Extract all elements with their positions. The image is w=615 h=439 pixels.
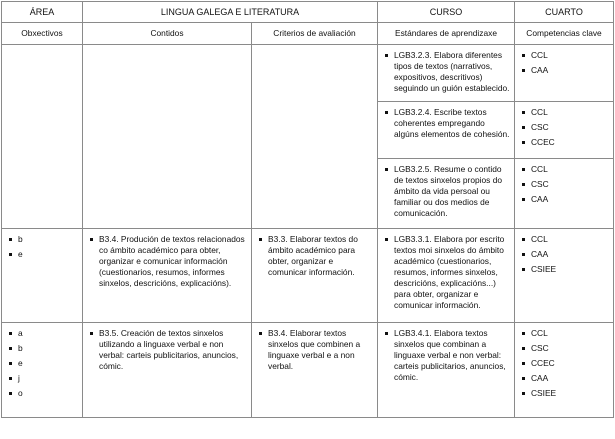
standard-text: LGB3.2.3. Elabora diferentes tipos de textos (narrativos, expositivos, descritivos) seguindo un guión establecido. <box>382 50 510 94</box>
standard-text: LGB3.2.4. Escribe textos coherentes empregando algúns elementos de cohesión. <box>382 107 510 140</box>
standard-cell <box>378 45 515 102</box>
competence-code: CCL <box>519 328 609 339</box>
content-text: B3.5. Creación de textos sinxelos utilizando a linguaxe verbal e non verbal: carteis publicitarios, anuncios, cómic. <box>87 328 247 372</box>
standard-cell <box>378 323 515 418</box>
competences-cell <box>515 159 614 229</box>
objective-letter: a <box>6 328 78 339</box>
competence-code: CAA <box>519 65 609 76</box>
competence-code: CCL <box>519 50 609 61</box>
competence-code: CSIEE <box>519 264 609 275</box>
objectives-cell <box>2 229 83 323</box>
competence-code: CCL <box>519 107 609 118</box>
objective-letter: b <box>6 343 78 354</box>
competence-code: CAA <box>519 373 609 384</box>
competences-cell <box>515 45 614 102</box>
content-text: B3.4. Produción de textos relacionados co ámbito académico para obter, organizar e comunicar información (cuestionarios, resumos, informes sinxelos, descricións, explicacións). <box>87 234 247 289</box>
criterion-text: B3.4. Elaborar textos sinxelos que combinen a linguaxe verbal e a non verbal. <box>256 328 373 372</box>
competences-cell <box>515 323 614 418</box>
header-row-1 <box>2 2 614 23</box>
criterion-cell <box>252 229 378 323</box>
competence-code: CSC <box>519 179 609 190</box>
standard-text: LGB3.4.1. Elabora textos sinxelos que combinan a linguaxe verbal e non verbal: carteis publicitarios, anuncios, cómic. <box>382 328 510 383</box>
competence-code: CSC <box>519 343 609 354</box>
subject-header: LINGUA GALEGA E LITERATURA <box>83 2 378 23</box>
content-cell <box>83 229 252 323</box>
objective-letter: j <box>6 373 78 384</box>
header-row-2 <box>2 23 614 45</box>
course-header: CURSO <box>378 2 515 23</box>
curriculum-table <box>1 1 614 418</box>
contents-column-header: Contidos <box>83 23 252 45</box>
objective-letter: e <box>6 358 78 369</box>
competence-code: CAA <box>519 194 609 205</box>
area-header: ÁREA <box>2 2 83 23</box>
table-row <box>2 323 614 418</box>
competence-code: CCEC <box>519 137 609 148</box>
competences-cell <box>515 102 614 159</box>
objective-letter: e <box>6 249 78 260</box>
table-row <box>2 229 614 323</box>
competence-code: CAA <box>519 249 609 260</box>
objective-letter: b <box>6 234 78 245</box>
criterion-cell <box>252 323 378 418</box>
objectives-cell <box>2 323 83 418</box>
standards-column-header: Estándares de aprendizaxe <box>378 23 515 45</box>
competence-code: CCL <box>519 164 609 175</box>
standard-cell <box>378 159 515 229</box>
content-cell <box>83 323 252 418</box>
content-cell <box>83 45 252 229</box>
competence-code: CSC <box>519 122 609 133</box>
standard-text: LGB3.3.1. Elabora por escrito textos moi sinxelos do ámbito académico (cuestionarios, resumos, informes sinxelos, descricións, explicacións...) para obter, organizar e comunicar información. <box>382 234 510 311</box>
standard-cell <box>378 229 515 323</box>
standard-text: LGB3.2.5. Resume o contido de textos sinxelos propios do ámbito da vida persoal ou familiar ou dos medios de comunicación. <box>382 164 510 219</box>
criteria-column-header: Criterios de avaliación <box>252 23 378 45</box>
table-row <box>2 45 614 102</box>
course-value-header: CUARTO <box>515 2 614 23</box>
objective-letter: o <box>6 388 78 399</box>
objectives-column-header: Obxectivos <box>2 23 83 45</box>
criterion-text: B3.3. Elaborar textos do ámbito académico para obter, organizar e comunicar información. <box>256 234 373 278</box>
objectives-cell <box>2 45 83 229</box>
competences-column-header: Competencias clave <box>515 23 614 45</box>
criterion-cell <box>252 45 378 229</box>
competence-code: CCEC <box>519 358 609 369</box>
competence-code: CCL <box>519 234 609 245</box>
competences-cell <box>515 229 614 323</box>
standard-cell <box>378 102 515 159</box>
competence-code: CSIEE <box>519 388 609 399</box>
